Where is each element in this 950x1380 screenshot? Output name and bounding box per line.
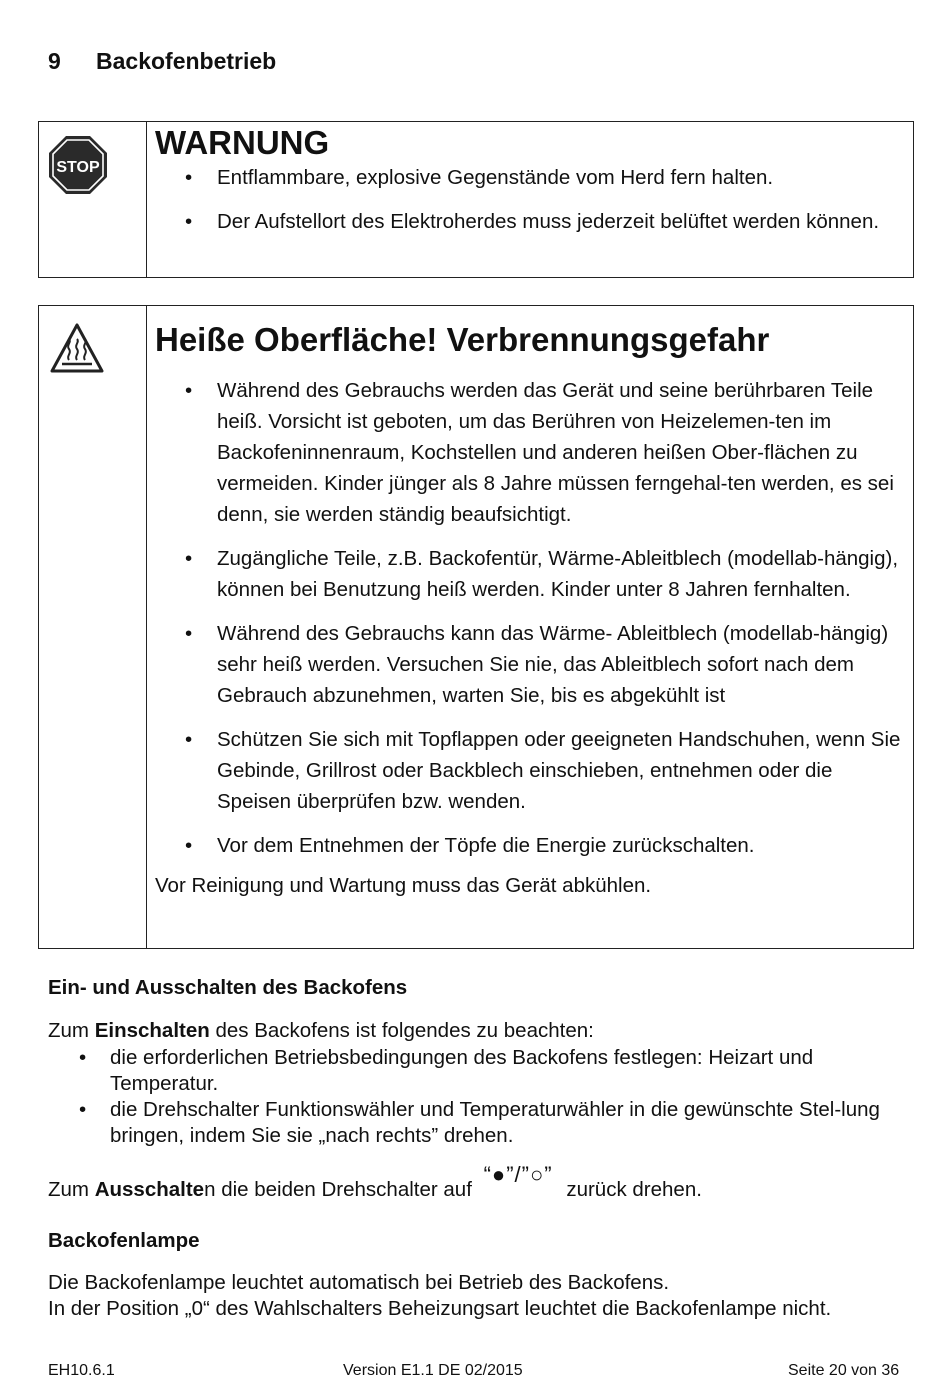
switch-position-symbol: “●”/”○” <box>483 1162 553 1187</box>
footer-left: EH10.6.1 <box>48 1362 115 1379</box>
section-number: 9 <box>48 48 61 74</box>
hot-note: Vor Reinigung und Wartung muss das Gerät abkühlen. <box>155 874 652 897</box>
onoff-off-mid: n die beiden Drehschalter auf <box>204 1178 472 1201</box>
hot-item: • Zugängliche Teile, z.B. Backofentür, Wärme-Ableitblech (modellab-hängig), können bei Benutzung heiß werden. Kinder unter 8 Jahren fernhalten. <box>155 543 905 605</box>
section-title: Backofenbetrieb <box>96 48 277 74</box>
onoff-list <box>48 1045 920 1149</box>
hot-item: • Während des Gebrauchs kann das Wärme- Ableitblech (modellab-hängig) sehr heiß werden. Versuchen Sie nie, das Ableitblech sofort nach dem Gebrauch abzunehmen, warten Sie, bis es abgekühlt ist <box>155 618 905 711</box>
warning-item: • Der Aufstellort des Elektroherdes muss jederzeit belüftet werden können. <box>155 206 905 237</box>
lamp-heading: Backofenlampe <box>48 1229 200 1252</box>
section-header <box>48 48 276 75</box>
lamp-line-2: In der Position „0“ des Wahlschalters Beheizungsart leuchtet die Backofenlampe nicht. <box>48 1297 832 1320</box>
onoff-off-post: zurück drehen. <box>566 1178 702 1201</box>
hot-surface-icon-column <box>39 306 147 948</box>
onoff-off-line <box>48 1162 928 1203</box>
hot-surface-box <box>38 305 914 949</box>
onoff-off-pre: Zum <box>48 1178 95 1201</box>
onoff-off-bold: Ausschalte <box>94 1178 205 1201</box>
warning-title: WARNUNG <box>155 124 330 161</box>
warning-icon-column <box>39 122 147 277</box>
hot-surface-title: Heiße Oberfläche! Verbrennungsgefahr <box>155 321 770 358</box>
footer-center: Version E1.1 DE 02/2015 <box>343 1362 523 1379</box>
stop-sign-text: STOP <box>56 159 100 176</box>
hot-item: • Vor dem Entnehmen der Töpfe die Energie zurückschalten. <box>155 830 905 861</box>
hot-item: • Während des Gebrauchs werden das Gerät und seine berührbaren Teile heiß. Vorsicht ist geboten, um das Berühren von Heizelemen-ten im Backofeninnenraum, Kochstellen und anderen heißen Ober-flächen zu vermeiden. Kinder jünger als 8 Jahre müssen ferngehal-ten werden, es sei denn, sie werden ständig beaufsichtigt. <box>155 375 905 530</box>
warning-item: • Entflammbare, explosive Gegenstände vom Herd fern halten. <box>155 162 905 193</box>
lamp-line-1: Die Backofenlampe leuchtet automatisch bei Betrieb des Backofens. <box>48 1271 670 1294</box>
onoff-intro-post: des Backofens ist folgendes zu beachten: <box>209 1019 594 1042</box>
footer-right: Seite 20 von 36 <box>788 1362 900 1379</box>
onoff-intro-bold: Einschalten <box>94 1019 210 1042</box>
onoff-item: • die erforderlichen Betriebsbedingungen des Backofens festlegen: Heizart und Temperatur. <box>48 1045 920 1097</box>
hot-surface-icon <box>49 322 105 374</box>
hot-item: • Schützen Sie sich mit Topflappen oder geeigneten Handschuhen, wenn Sie Gebinde, Grillrost oder Backblech einschieben, entnehmen oder die Speisen überprüfen bzw. wenden. <box>155 724 905 817</box>
onoff-item: • die Drehschalter Funktionswähler und Temperaturwähler in die gewünschte Stel-lung bringen, indem Sie sie „nach rechts” drehen. <box>48 1097 920 1149</box>
stop-sign-icon <box>48 135 108 195</box>
onoff-heading: Ein- und Ausschalten des Backofens <box>48 976 408 999</box>
onoff-intro <box>48 1018 918 1044</box>
warning-box <box>38 121 914 278</box>
onoff-intro-pre: Zum <box>48 1019 95 1042</box>
